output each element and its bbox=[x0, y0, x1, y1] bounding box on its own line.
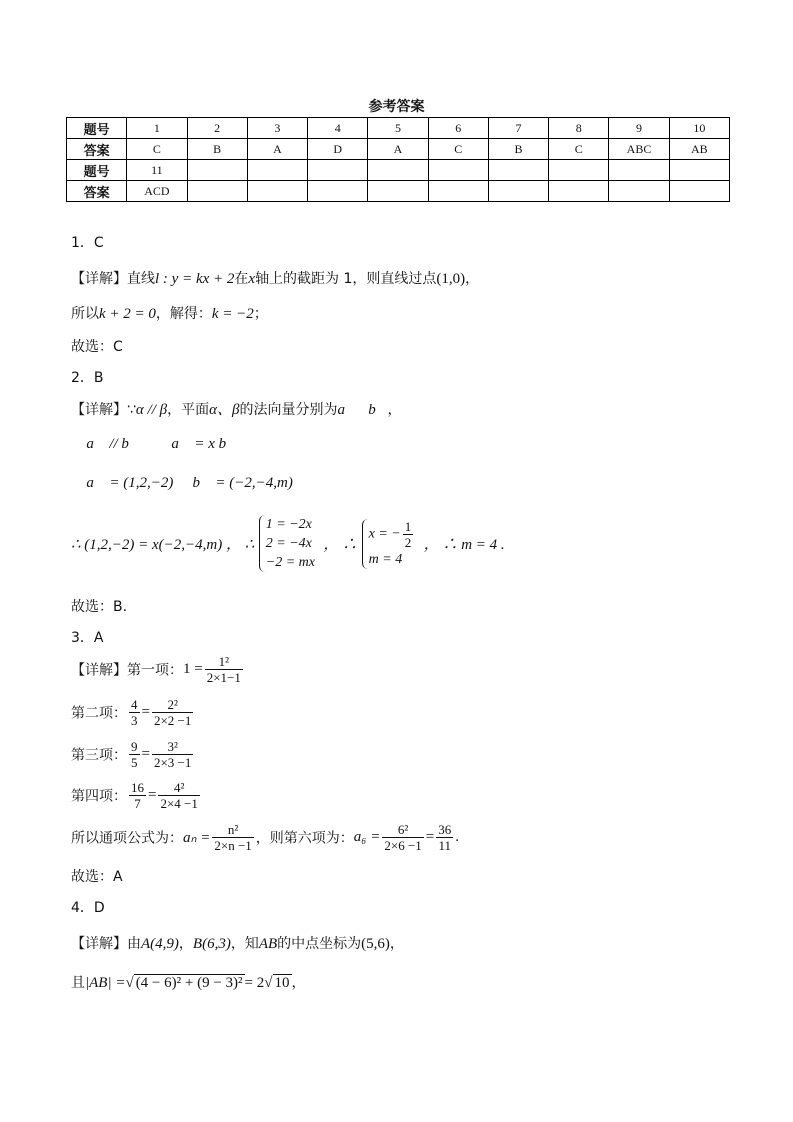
q4-detail-line2: 且|AB| =√ (4 − 6)² + (9 − 3)² = 2√ 10 ， bbox=[71, 975, 306, 991]
numerator: 3² bbox=[167, 739, 178, 754]
denominator: 2×3 −1 bbox=[153, 755, 192, 770]
table-row-answers-1 bbox=[67, 139, 730, 160]
q4-heading: 4．D bbox=[71, 900, 105, 916]
text: 第二项： bbox=[71, 705, 127, 722]
table-cell bbox=[609, 160, 669, 181]
numerator: 16 bbox=[131, 780, 144, 795]
equation-system-1 bbox=[259, 515, 319, 572]
denominator: 2 bbox=[404, 534, 412, 550]
table-cell: 8 bbox=[549, 118, 609, 139]
row-header-num: 题号 bbox=[67, 118, 127, 139]
fraction bbox=[129, 697, 140, 728]
table-cell: ABC bbox=[609, 139, 669, 160]
table-cell: AB bbox=[669, 139, 729, 160]
equation: −2 = mx bbox=[265, 555, 315, 570]
table-cell bbox=[488, 160, 548, 181]
text: 所以 bbox=[71, 306, 99, 322]
equation: m = 4 bbox=[368, 551, 403, 567]
table-cell bbox=[308, 181, 368, 202]
fraction bbox=[129, 780, 146, 811]
table-cell bbox=[428, 181, 488, 202]
table-cell: 1 bbox=[127, 118, 187, 139]
formula: A(4,9) bbox=[141, 936, 179, 952]
denominator: 7 bbox=[129, 795, 146, 811]
q2-conclusion: 故选：B. bbox=[71, 599, 128, 615]
text: ，知 bbox=[230, 936, 259, 952]
formula: a₆ = bbox=[353, 829, 381, 845]
table-cell: 11 bbox=[127, 160, 187, 181]
table-cell: B bbox=[488, 139, 548, 160]
table-cell: 7 bbox=[488, 118, 548, 139]
equation: 2 = −4x bbox=[265, 536, 312, 551]
text: 且 bbox=[71, 975, 85, 991]
text: 的中点坐标为 bbox=[277, 936, 362, 952]
row-header-answer: 答案 bbox=[67, 181, 127, 202]
fraction bbox=[129, 739, 140, 770]
text: 在 bbox=[234, 271, 249, 287]
numerator: 9 bbox=[131, 739, 138, 754]
table-cell bbox=[669, 160, 729, 181]
table-cell bbox=[669, 181, 729, 202]
radicand: 10 bbox=[274, 975, 290, 991]
table-cell bbox=[308, 160, 368, 181]
denominator: 2×1−1 bbox=[206, 670, 241, 685]
table-cell: ACD bbox=[127, 181, 187, 202]
text: 的法向量分别为 bbox=[239, 402, 338, 418]
table-cell bbox=[428, 160, 488, 181]
formula: = bbox=[425, 829, 435, 845]
row-header-answer: 答案 bbox=[67, 139, 127, 160]
equation: 1 = −2x bbox=[265, 517, 312, 532]
table-cell: C bbox=[127, 139, 187, 160]
table-cell bbox=[247, 181, 307, 202]
table-cell bbox=[609, 181, 669, 202]
text: ，则第六项为： bbox=[255, 830, 354, 847]
q3-detail-line3: 第三项： $\frac{9}{5}$ = $\frac{\text{3²}}{2\times 3 -1}$ bbox=[71, 739, 192, 770]
formula: k = −2 bbox=[211, 306, 254, 322]
fraction bbox=[436, 822, 453, 853]
formula: α // β bbox=[135, 402, 168, 418]
numerator: 6² bbox=[397, 822, 409, 837]
q1-detail-line2 bbox=[71, 303, 268, 323]
table-cell: 9 bbox=[609, 118, 669, 139]
fraction bbox=[152, 697, 193, 728]
fraction bbox=[403, 519, 414, 550]
text: ， bbox=[389, 936, 404, 952]
fraction bbox=[152, 739, 193, 770]
table-cell: 6 bbox=[428, 118, 488, 139]
fraction bbox=[212, 822, 253, 853]
table-cell: D bbox=[308, 139, 368, 160]
text: 第四项： bbox=[71, 788, 127, 805]
denominator: 2×2 −1 bbox=[153, 713, 192, 728]
text: 轴上的截距为 1，则直线过点 bbox=[255, 271, 437, 287]
text: 第三项： bbox=[71, 747, 127, 764]
table-cell bbox=[247, 160, 307, 181]
fraction bbox=[158, 780, 199, 811]
table-cell: A bbox=[247, 139, 307, 160]
q3-detail-line5 bbox=[71, 822, 459, 853]
text: . bbox=[455, 829, 460, 845]
text: ，平面 bbox=[167, 402, 210, 418]
numerator: 1² bbox=[218, 654, 229, 669]
denominator: 11 bbox=[436, 837, 453, 853]
text: ， bbox=[465, 271, 480, 287]
text: ， bbox=[387, 402, 402, 418]
table-row-nums-1 bbox=[67, 118, 730, 139]
formula: l : y = kx + 2 bbox=[155, 271, 235, 287]
formula: ， ∴ bbox=[323, 537, 358, 553]
q3-conclusion: 故选：A bbox=[71, 869, 123, 885]
denominator: 2×n −1 bbox=[214, 838, 252, 853]
table-cell: 5 bbox=[368, 118, 428, 139]
numerator: 4² bbox=[173, 780, 185, 795]
q4-detail-line1 bbox=[71, 933, 404, 953]
q3-detail-line2: 第二项： $\frac{4}{3}$ = $\frac{\text{2²}}{2\times 2 -1}$ bbox=[71, 697, 192, 728]
table-cell: C bbox=[549, 139, 609, 160]
table-cell: 10 bbox=[669, 118, 729, 139]
formula: ∴ (1,2,−2) = x(−2,−4,m) ， ∴ bbox=[71, 537, 255, 553]
denominator: 5 bbox=[131, 755, 138, 770]
table-cell bbox=[549, 160, 609, 181]
formula: a⃗，b⃗ bbox=[337, 402, 388, 418]
q2-heading: 2．B bbox=[71, 370, 104, 386]
table-cell bbox=[368, 181, 428, 202]
denominator: 2×4 −1 bbox=[160, 796, 198, 811]
formula: α、β bbox=[209, 402, 240, 418]
formula: aₙ = bbox=[183, 830, 211, 846]
radicand: (4 − 6)² + (9 − 3)² bbox=[135, 975, 243, 991]
numerator: 1 bbox=[404, 518, 412, 534]
denominator: 3 bbox=[131, 713, 138, 728]
q3-detail-line4: 第四项： $\frac{16}{7}$ = $\frac{\text{4²}}{2\times 4 -1}$ bbox=[71, 780, 198, 811]
table-cell bbox=[187, 160, 247, 181]
q1-conclusion: 故选：C bbox=[71, 339, 123, 355]
q2-detail-line4 bbox=[71, 515, 505, 572]
q1-heading: 1．C bbox=[71, 235, 104, 251]
row-header-num: 题号 bbox=[67, 160, 127, 181]
table-cell bbox=[549, 181, 609, 202]
text: 所以通项公式为： bbox=[71, 830, 183, 847]
formula: ∴ a⃗ // b⃗ ，∴ a⃗ = x b⃗ ， bbox=[71, 436, 254, 452]
equation-system-2 bbox=[362, 519, 420, 569]
formula: = 2 bbox=[244, 975, 265, 991]
formula: ∵ a⃗ = (1,2,−2) ， b⃗ = (−2,−4,m) ， bbox=[71, 475, 309, 491]
q3-detail-line1 bbox=[71, 654, 245, 685]
q1-detail-line1 bbox=[71, 268, 479, 288]
formula: B(6,3) bbox=[192, 936, 231, 952]
text: ， bbox=[178, 936, 193, 952]
q2-detail-line1 bbox=[71, 398, 401, 419]
numerator: n² bbox=[227, 822, 239, 837]
table-row-answers-2 bbox=[67, 181, 730, 202]
table-cell bbox=[488, 181, 548, 202]
answer-table bbox=[66, 117, 730, 202]
table-cell: 2 bbox=[187, 118, 247, 139]
q3-heading: 3．A bbox=[71, 630, 104, 646]
text: 【详解】∵ bbox=[71, 402, 136, 418]
fraction bbox=[382, 822, 423, 853]
table-cell: 4 bbox=[308, 118, 368, 139]
text: ， bbox=[291, 975, 306, 991]
text: 【详解】第一项： bbox=[71, 662, 183, 679]
numerator: 4 bbox=[131, 697, 138, 712]
formula: |AB| = bbox=[85, 975, 126, 991]
formula: AB bbox=[258, 936, 278, 952]
table-cell: A bbox=[368, 139, 428, 160]
formula: x bbox=[248, 271, 256, 287]
formula: (1,0) bbox=[436, 271, 466, 287]
table-cell: 3 bbox=[247, 118, 307, 139]
formula: x = − bbox=[368, 526, 401, 542]
numerator: 36 bbox=[438, 822, 452, 837]
text: 【详解】直线 bbox=[71, 271, 155, 287]
table-row-nums-2 bbox=[67, 160, 730, 181]
formula: 1 = bbox=[183, 661, 203, 677]
formula: ， ∴ m = 4 . bbox=[423, 537, 505, 553]
denominator: 2×6 −1 bbox=[384, 838, 422, 853]
fraction bbox=[205, 654, 243, 685]
text: ，解得： bbox=[155, 306, 212, 322]
equation bbox=[369, 519, 416, 550]
text: ； bbox=[253, 306, 268, 322]
table-cell bbox=[187, 181, 247, 202]
text: 【详解】由 bbox=[71, 936, 141, 952]
numerator: 2² bbox=[167, 697, 178, 712]
formula: (5,6) bbox=[361, 936, 390, 952]
table-cell: B bbox=[187, 139, 247, 160]
page-title: 参考答案 bbox=[368, 99, 425, 115]
table-cell bbox=[368, 160, 428, 181]
table-cell: C bbox=[428, 139, 488, 160]
formula: k + 2 = 0 bbox=[99, 306, 156, 322]
q2-detail-line2 bbox=[71, 436, 253, 453]
q2-detail-line3 bbox=[71, 475, 308, 492]
